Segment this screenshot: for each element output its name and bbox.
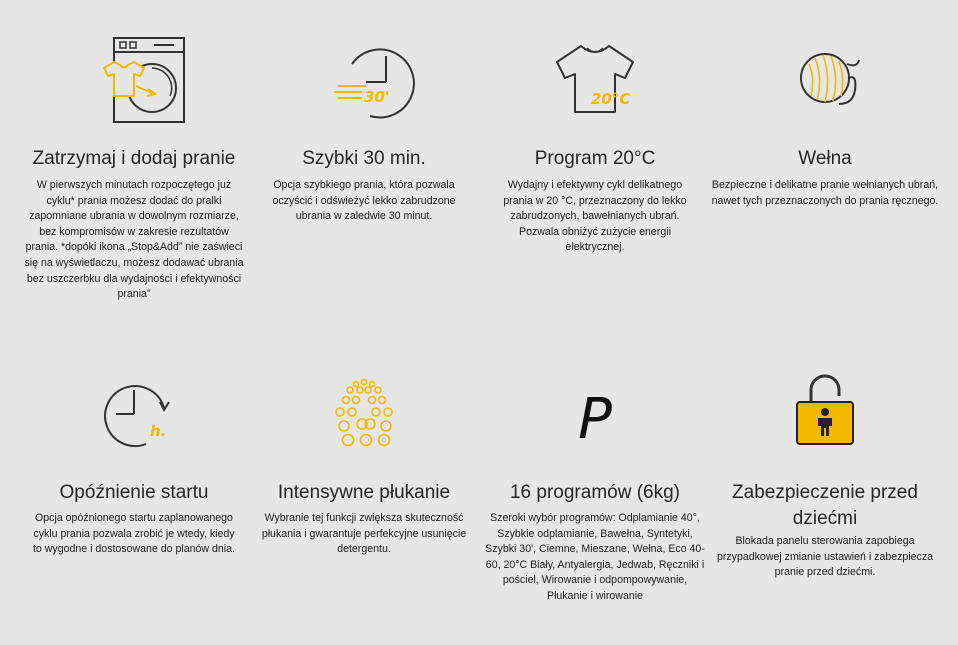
- rinse-drops-icon: [248, 368, 480, 464]
- icon-label: P: [578, 387, 612, 452]
- feature-description: Blokada panelu sterowania zapobiega przypadkowej zmianie ustawień i zabezpiecza pranie przed dziećmi.: [716, 535, 934, 579]
- feature-title: Program 20°C: [534, 148, 656, 169]
- icon-label: 20°C: [591, 90, 631, 108]
- tshirt-20c-icon: [479, 34, 711, 130]
- feature-title: Opóźnienie startu: [59, 482, 209, 503]
- feature-title: Intensywne płukanie: [277, 482, 451, 503]
- feature-title: Zatrzymaj i dodaj pranie: [32, 148, 236, 169]
- icon-label: h.: [150, 422, 167, 440]
- washer-shirt-icon: [18, 34, 250, 130]
- feature-title: Zabezpieczenie przed dziećmi: [732, 482, 918, 529]
- feature-title: 16 programów (6kg): [509, 482, 681, 503]
- feature-description: Wydajny i efektywny cykl delikatnego prania w 20 °C, przeznaczony do lekko zabrudzonych, bawełnianych ubrań. Pozwala obniżyć zużycie energii elektrycznej.: [503, 179, 687, 254]
- wool-ball-icon: [709, 34, 941, 130]
- feature-title: Szybki 30 min.: [302, 148, 426, 169]
- programs-p-icon: [479, 368, 711, 464]
- feature-description: Bezpieczne i delikatne pranie wełnianych ubrań, nawet tych przeznaczonych do prania ręcznego.: [711, 179, 939, 207]
- feature-description: W pierwszych minutach rozpoczętego już cyklu* prania możesz dodać do pralki zapomniane ubrania w dowolnym rozmiarze, bez kompromisów w zakresie rezultatów prania. *dopóki ikona „Stop&Add” nie zaświeci się na wyświetlaczu, możesz dodawać ubrania bez uszczerbku dla wydajności i efektywności prania”: [24, 179, 244, 301]
- child-lock-icon: [709, 368, 941, 464]
- feature-title: Wełna: [798, 148, 852, 169]
- icon-label: 30': [364, 88, 390, 106]
- feature-description: Wybranie tej funkcji zwiększa skuteczność płukania i gwarantuje perfekcyjne usunięcie detergentu.: [261, 512, 467, 556]
- quick-clock-icon: [248, 34, 480, 130]
- feature-description: Szeroki wybór programów: Odplamianie 40°, Szybkie odplamianie, Bawełna, Syntetyki, Szybki 30', Ciemne, Mieszane, Wełna, Eco 40-60, 20°C Biały, Antyalergia, Jedwab, Ręczniki i pościel, Wirowanie i odpompowywanie, Płukanie i wirowanie: [485, 512, 705, 602]
- delay-clock-icon: [18, 368, 250, 464]
- feature-description: Opcja opóźnionego startu zaplanowanego cyklu prania pozwala zrobić je wtedy, kiedy to wygodne i dostosowane do planów dnia.: [32, 512, 235, 556]
- feature-description: Opcja szybkiego prania, która pozwala oczyścić i odświeżyć lekko zabrudzone ubrania w zaledwie 30 minut.: [272, 179, 456, 223]
